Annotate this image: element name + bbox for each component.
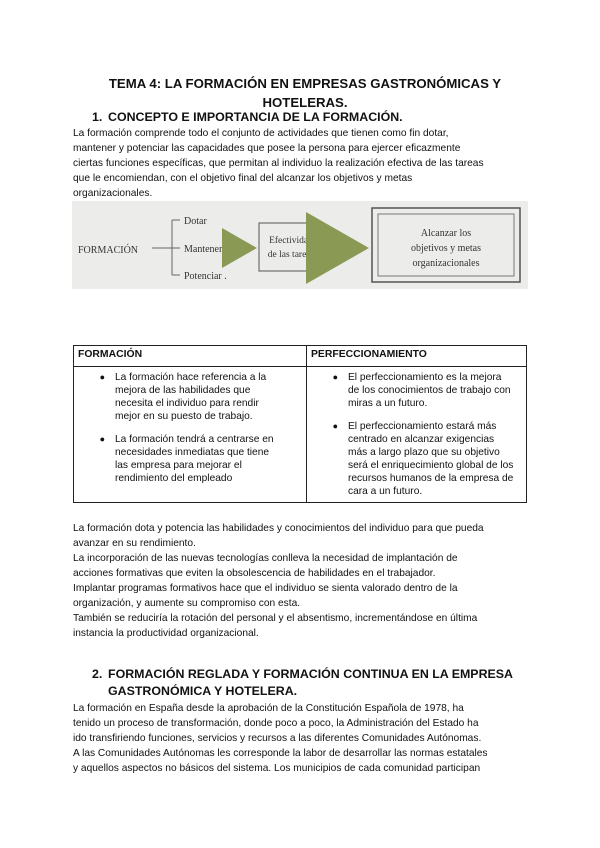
body-line: tenido un proceso de transformación, donde poco a poco, la Administración del Estado ha <box>73 718 479 729</box>
comparison-table <box>73 345 527 503</box>
intro-line: organizacionales. <box>73 188 153 199</box>
bullet-line: será el enriquecimiento global de los <box>348 460 514 471</box>
diagram-source-label: FORMACIÓN <box>78 245 139 256</box>
section-1-title: CONCEPTO E IMPORTANCIA DE LA FORMACIÓN. <box>108 110 403 124</box>
formacion-diagram <box>72 201 528 289</box>
bullet-line: El perfeccionamiento es la mejora <box>348 372 502 383</box>
section-1-intro <box>73 126 535 201</box>
diagram-svg <box>72 201 528 289</box>
list-item <box>307 371 526 410</box>
bullet-line: de los conocimientos de trabajo con <box>348 385 511 396</box>
section-2-number: 2. <box>92 667 103 681</box>
section-2-title-line-2: GASTRONÓMICA Y HOTELERA. <box>108 684 298 698</box>
list-item <box>74 371 306 423</box>
body-line: La formación dota y potencia las habilidades y conocimientos del individuo para que pueda <box>73 523 484 534</box>
body-line: La incorporación de las nuevas tecnologías conlleva la necesidad de implantación de <box>73 553 458 564</box>
bullet-line: cara a un futuro. <box>348 486 423 497</box>
bullet-icon: ● <box>99 372 105 382</box>
effectiveness-box <box>259 223 323 271</box>
goals-line-2: objetivos y metas <box>411 243 481 254</box>
body-line: ido transfiriendo funciones, servicios y recursos a las diferentes Comunidades Autónomas. <box>73 733 482 744</box>
body-line: También se reduciría la rotación del personal y el absentismo, incrementándose en última <box>73 613 478 624</box>
intro-line: mantener y potenciar las capacidades que posee la persona para ejercer eficazmente <box>73 143 461 154</box>
table-header-perfeccionamiento: PERFECCIONAMIENTO <box>307 346 527 367</box>
bullet-line: necesita el individuo para rendir <box>115 398 259 409</box>
intro-line: La formación comprende todo el conjunto de actividades que tienen como fin dotar, <box>73 128 449 139</box>
effectiveness-line-1: Efectividad <box>269 236 313 246</box>
bullet-line: mejor en su puesto de trabajo. <box>115 411 253 422</box>
bullet-line: centrado en alcanzar exigencias <box>348 434 495 445</box>
list-item <box>74 433 306 485</box>
body-line: y aquellos aspectos no básicos del sistema. Los municipios de cada comunidad participan <box>73 763 481 774</box>
body-line: avanzar en su rendimiento. <box>73 538 196 549</box>
formacion-cell <box>74 367 307 503</box>
verb-dotar: Dotar <box>184 216 207 227</box>
bullet-line: recursos humanos de la empresa de <box>348 473 514 484</box>
bullet-line: La formación hace referencia a la <box>115 372 267 383</box>
bullet-icon: ● <box>332 421 338 431</box>
bullet-line: las empresa para mejorar el <box>115 460 242 471</box>
goals-line-1: Alcanzar los <box>420 228 472 239</box>
bullet-icon: ● <box>332 372 338 382</box>
table-header-formacion: FORMACIÓN <box>74 346 307 367</box>
title-line-2: HOTELERAS. <box>262 95 348 110</box>
section-1-body <box>73 521 535 641</box>
verb-mantener: Mantener <box>184 244 223 255</box>
body-line: acciones formativas que eviten la obsolescencia de habilidades en el trabajador. <box>73 568 436 579</box>
bullet-line: La formación tendrá a centrarse en <box>115 434 274 445</box>
body-line: Implantar programas formativos hace que el individuo se sienta valorado dentro de la <box>73 583 458 594</box>
body-line: organización, y aumente su compromiso con esta. <box>73 598 301 609</box>
bullet-line: miras a un futuro. <box>348 398 428 409</box>
table-row <box>74 367 527 503</box>
perfeccionamiento-cell <box>307 367 527 503</box>
document-title <box>70 74 540 112</box>
body-line: A las Comunidades Autónomas les corresponde la labor de desarrollar las normas estatales <box>73 748 488 759</box>
body-line: instancia la productividad organizacional. <box>73 628 259 639</box>
bullet-line: más a largo plazo que su objetivo <box>348 447 500 458</box>
section-2-heading <box>92 666 532 700</box>
title-line-1: TEMA 4: LA FORMACIÓN EN EMPRESAS GASTRONÓMICAS Y <box>108 76 502 91</box>
goals-line-3: organizacionales <box>412 258 480 269</box>
effectiveness-line-2: de las tareas <box>267 250 315 260</box>
section-2-title-line-1: FORMACIÓN REGLADA Y FORMACIÓN CONTINUA EN LA EMPRESA <box>108 667 513 681</box>
intro-line: que le encomiendan, con el objetivo final del alcanzar los objetivos y metas <box>73 173 413 184</box>
body-line: La formación en España desde la aprobación de la Constitución Española de 1978, ha <box>73 703 464 714</box>
bullet-icon: ● <box>99 434 105 444</box>
section-1-number: 1. <box>92 110 103 124</box>
intro-line: ciertas funciones específicas, que permitan al individuo la realización efectiva de las tareas <box>73 158 484 169</box>
bullet-line: rendimiento del empleado <box>115 473 233 484</box>
bullet-line: El perfeccionamiento estará más <box>348 421 497 432</box>
table-header-row <box>74 346 527 367</box>
bullet-line: mejora de las habilidades que <box>115 385 251 396</box>
bullet-line: necesidades inmediatas que tiene <box>115 447 270 458</box>
list-item <box>307 420 526 498</box>
section-2-body <box>73 701 535 776</box>
verb-potenciar: Potenciar . <box>184 271 227 282</box>
section-1-heading <box>92 110 403 125</box>
